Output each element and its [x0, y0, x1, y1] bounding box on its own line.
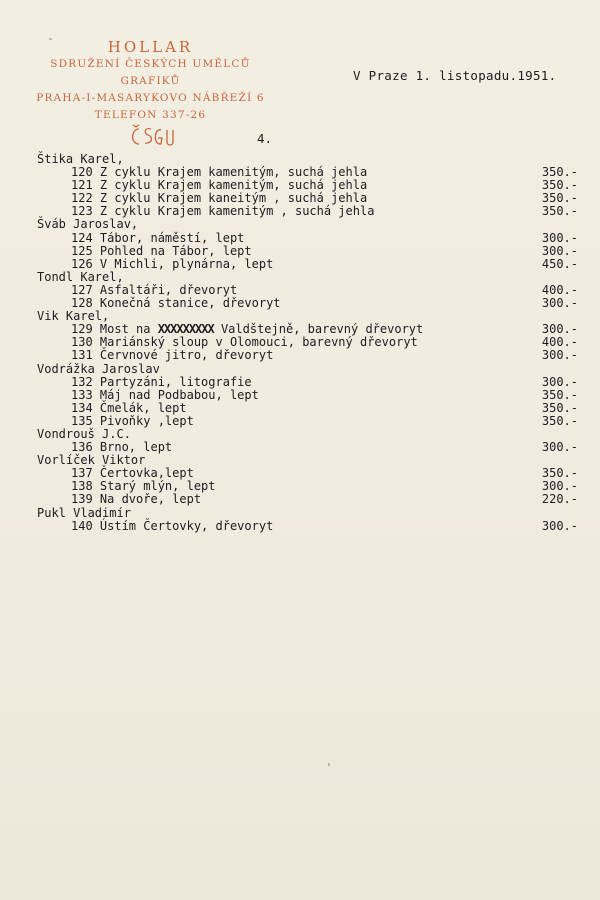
item-title: 120 Z cyklu Krajem kamenitým, suchá jehla	[71, 165, 368, 180]
artist-label: Vodrážka Jaroslav	[37, 361, 160, 376]
item-title: 139 Na dvoře, lept	[71, 492, 202, 507]
item-title: 123 Z cyklu Krajem kamenitým , suchá jehla	[71, 204, 375, 219]
item-price: 300.-	[541, 374, 578, 389]
item-title: 130 Mariánský sloup v Olomouci, barevný dřevoryt	[71, 335, 418, 350]
artist-label: Vondrouš J.C.	[37, 426, 131, 441]
item-title: 136 Brno, lept	[71, 440, 173, 455]
item-title: 124 Tábor, náměstí, lept	[71, 230, 245, 245]
artist-label: Štika Karel,	[37, 152, 124, 166]
item-title: 128 Konečná stanice, dřevoryt	[71, 296, 281, 311]
place-date: V Praze 1. listopadu.1951.	[353, 68, 557, 83]
item-price: 350.-	[541, 466, 578, 481]
item-title-end: Valdštejně, barevný dřevoryt	[213, 322, 424, 337]
item-title: 137 Čertovka,lept	[71, 466, 194, 481]
item-price: 400.-	[541, 335, 578, 350]
item-price: 450.-	[541, 256, 578, 271]
item-price: 300.-	[541, 479, 578, 494]
item-price: 300.-	[541, 322, 578, 337]
paper-speck	[49, 38, 52, 40]
item-price: 350.-	[541, 387, 578, 402]
item-title: 135 Pivoňky ,lept	[71, 413, 194, 428]
struck-out-text: XXXXXXXXX	[157, 322, 214, 337]
artist-label: Vik Karel,	[37, 309, 110, 324]
item-price: 300.-	[541, 230, 578, 245]
catalog-item	[0, 245, 600, 258]
artist-name	[0, 271, 600, 284]
item-title-start: 129 Most na	[71, 322, 158, 337]
item-title: 125 Pohled na Tábor, lept	[71, 243, 252, 258]
catalog-item	[0, 415, 600, 428]
item-price: 350.-	[541, 204, 578, 219]
artist-label: Tondl Karel,	[37, 269, 124, 284]
item-title: 140 Ústím Čertovky, dřevoryt	[71, 518, 274, 533]
artist-name	[0, 507, 600, 520]
letterhead-phone: TELEFON 337-26	[94, 109, 207, 121]
letterhead-association: SDRUŽENÍ ČESKÝCH UMĚLCŮ GRAFIKŮ	[50, 58, 251, 87]
page-number: 4.	[257, 131, 273, 146]
item-price: 350.-	[541, 191, 578, 206]
artist-label: Pukl Vladimír	[37, 505, 131, 520]
item-title: 127 Asfaltáři, dřevoryt	[71, 282, 238, 297]
item-price: 350.-	[541, 413, 578, 428]
item-title: 132 Partyzáni, litografie	[71, 374, 252, 389]
catalog-item	[0, 258, 600, 271]
catalog-list	[0, 153, 600, 533]
item-price: 220.-	[541, 492, 578, 507]
letterhead-organization: HOLLAR	[107, 38, 194, 56]
artist-name	[0, 218, 600, 231]
artist-label: Šváb Jaroslav,	[37, 217, 139, 232]
letterhead	[18, 38, 283, 124]
item-price: 350.-	[541, 400, 578, 415]
artist-label: Vorlíček Viktor	[37, 453, 146, 468]
catalog-item	[0, 376, 600, 389]
item-title: 138 Starý mlýn, lept	[71, 479, 216, 494]
item-title: 121 Z cyklu Krajem kamenitým, suchá jehla	[71, 178, 368, 193]
catalog-item	[0, 232, 600, 245]
item-price: 300.-	[541, 296, 578, 311]
monogram-logo	[127, 124, 177, 150]
item-price: 300.-	[541, 440, 578, 455]
catalog-item	[0, 493, 600, 506]
item-price: 350.-	[541, 165, 578, 180]
letterhead-address: PRAHA-I-MASARYKOVO NÁBŘEŽÍ 6	[36, 92, 265, 104]
item-price: 300.-	[541, 348, 578, 363]
item-price: 300.-	[541, 518, 578, 533]
item-title: 134 Čmelák, lept	[71, 400, 187, 415]
catalog-item	[0, 389, 600, 402]
item-price: 350.-	[541, 178, 578, 193]
item-title: 131 Červnové jitro, dřevoryt	[71, 348, 274, 363]
item-title: 133 Máj nad Podbabou, lept	[71, 387, 259, 402]
item-title: 126 V Michli, plynárna, lept	[71, 256, 274, 271]
catalog-item	[0, 349, 600, 362]
paper-speck	[328, 763, 330, 766]
item-price: 400.-	[541, 282, 578, 297]
catalog-item	[0, 520, 600, 533]
catalog-item	[0, 402, 600, 415]
item-title: 122 Z cyklu Krajem kaneitým , suchá jehla	[71, 191, 368, 206]
item-price: 300.-	[541, 243, 578, 258]
artist-name	[0, 363, 600, 376]
